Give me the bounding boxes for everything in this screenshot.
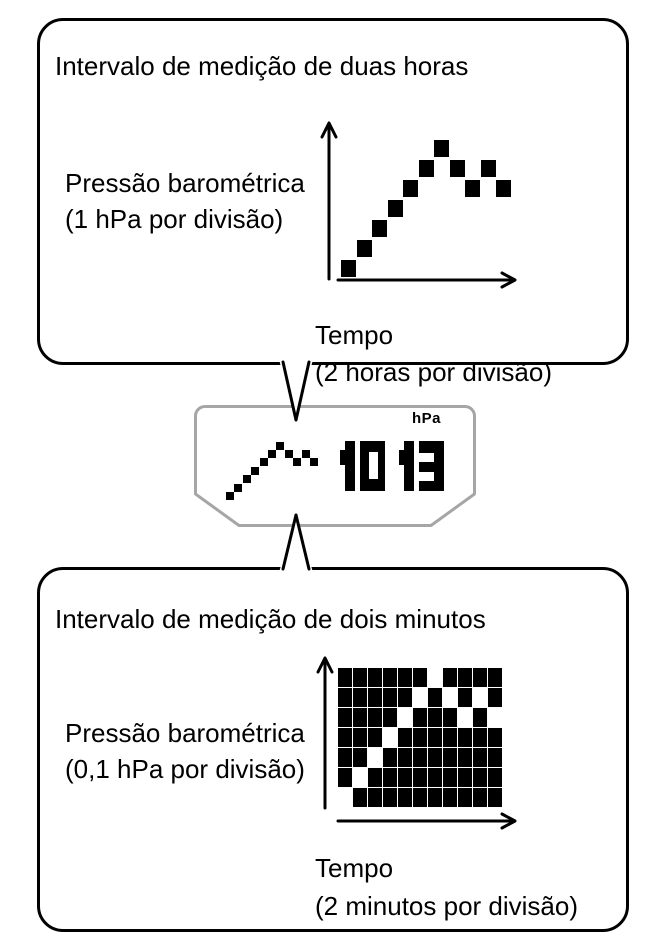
top-box-title: Intervalo de medição de duas horas	[55, 51, 469, 81]
time-axis-label-line1: Tempo	[315, 320, 394, 350]
time-axis-label-bottom	[315, 849, 578, 925]
time-axis-label	[315, 317, 552, 391]
pressure-axis-label-bottom	[65, 715, 305, 787]
pressure-axis-label-line1: Pressão barométrica	[65, 168, 305, 198]
right-arrow-icon	[336, 812, 520, 830]
up-arrow-icon	[316, 654, 334, 812]
lcd-unit-label: hPa	[412, 410, 442, 427]
digit-space	[390, 441, 394, 491]
pressure-grid-graph	[338, 668, 503, 808]
lcd-display	[194, 405, 476, 527]
pressure-axis-label	[65, 165, 305, 237]
time-axis-label-line2: (2 horas por divisão)	[315, 357, 552, 387]
lcd-digit-1	[340, 441, 355, 491]
pressure-axis-label-line2: (1 hPa por divisão)	[65, 204, 284, 234]
pressure-pixel-graph	[341, 21, 513, 281]
up-arrow-icon	[320, 119, 338, 283]
bottom-box-title: Intervalo de medição de dois minutos	[55, 604, 486, 634]
callout-box-two-minutes	[37, 567, 629, 932]
time-axis-label-bottom-line2: (2 minutos por divisão)	[315, 891, 578, 921]
lcd-pressure-value	[340, 441, 444, 491]
callout-tail-bottom	[270, 506, 322, 578]
lcd-digit-3	[419, 441, 444, 491]
time-axis-label-bottom-line1: Tempo	[315, 853, 394, 883]
lcd-digit-1	[399, 441, 414, 491]
pressure-axis-label-bottom-line2: (0,1 hPa por divisão)	[65, 754, 305, 784]
callout-tail-top	[270, 354, 322, 426]
pressure-axis-label-bottom-line1: Pressão barométrica	[65, 718, 305, 748]
callout-box-two-hours	[37, 18, 629, 387]
lcd-digit-0	[360, 441, 385, 491]
